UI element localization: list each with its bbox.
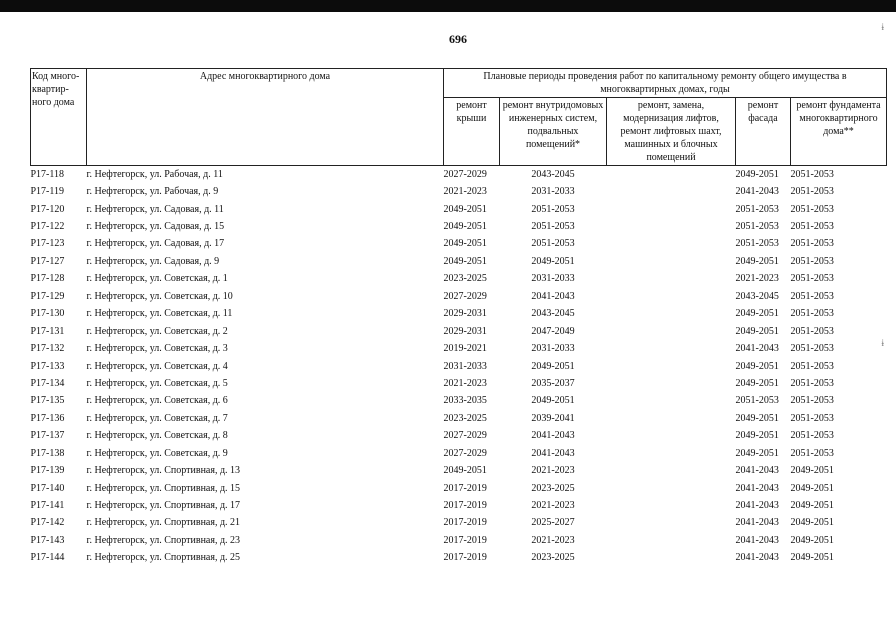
cell-engineering: 2049-2051 [531, 255, 575, 267]
header-lifts: ремонт, замена, модернизация лифтов, ремонт лифтовых шахт, машинных и блочных помещений [607, 98, 736, 166]
cell-facade: 2049-2051 [735, 447, 779, 459]
cell-code: P17-128 [30, 273, 65, 285]
repair-schedule-table [30, 68, 887, 567]
cell-facade: 2049-2051 [735, 308, 779, 320]
cell-roof: 2049-2051 [443, 465, 487, 477]
header-address: Адрес многоквартирного дома [87, 69, 444, 166]
cell-roof: 2017-2019 [443, 534, 487, 546]
cell-foundation: 2051-2053 [790, 447, 834, 459]
cell-roof: 2017-2019 [443, 500, 487, 512]
cell-roof: 2021-2023 [443, 186, 487, 198]
table-row [31, 497, 887, 514]
cell-foundation: 2051-2053 [790, 273, 834, 285]
table-row [31, 253, 887, 270]
cell-engineering: 2041-2043 [531, 430, 575, 442]
scan-top-border [0, 0, 896, 12]
cell-code: P17-132 [30, 343, 65, 355]
table-row [31, 480, 887, 497]
cell-code: P17-144 [30, 552, 65, 564]
table-body [31, 166, 887, 568]
cell-engineering: 2023-2025 [531, 552, 575, 564]
cell-code: P17-119 [30, 186, 65, 198]
cell-engineering: 2043-2045 [500, 166, 607, 184]
cell-code: P17-136 [30, 412, 65, 424]
cell-address: г. Нефтегорск, ул. Советская, д. 9 [86, 447, 228, 459]
cell-facade: 2043-2045 [735, 290, 779, 302]
cell-engineering: 2021-2023 [531, 534, 575, 546]
cell-roof: 2023-2025 [443, 273, 487, 285]
cell-code: P17-142 [30, 517, 65, 529]
cell-lifts [607, 393, 736, 410]
cell-roof: 2023-2025 [443, 412, 487, 424]
cell-code: P17-141 [30, 500, 65, 512]
cell-foundation: 2049-2051 [790, 465, 834, 477]
cell-address: г. Нефтегорск, ул. Спортивная, д. 25 [86, 552, 241, 564]
cell-code: P17-118 [31, 166, 87, 184]
cell-code: P17-131 [30, 325, 65, 337]
table-row [31, 236, 887, 253]
cell-lifts [607, 183, 736, 200]
cell-lifts [607, 306, 736, 323]
cell-engineering: 2031-2033 [531, 273, 575, 285]
cell-code: P17-135 [30, 395, 65, 407]
cell-facade: 2049-2051 [736, 166, 791, 184]
cell-foundation: 2051-2053 [790, 360, 834, 372]
cell-address: г. Нефтегорск, ул. Советская, д. 5 [86, 377, 228, 389]
cell-address: г. Нефтегорск, ул. Советская, д. 8 [86, 430, 228, 442]
header-periods-group: Плановые периоды проведения работ по капитальному ремонту общего имущества в многоквартирных домах, годы [444, 69, 887, 98]
cell-roof: 2027-2029 [443, 447, 487, 459]
table-row [31, 218, 887, 235]
table-row [31, 358, 887, 375]
cell-foundation: 2051-2053 [790, 377, 834, 389]
cell-foundation: 2049-2051 [790, 482, 834, 494]
cell-facade: 2041-2043 [735, 186, 779, 198]
cell-lifts [607, 340, 736, 357]
cell-lifts [607, 410, 736, 427]
cell-lifts [607, 550, 736, 567]
table-row [31, 166, 887, 184]
cell-foundation: 2049-2051 [790, 534, 834, 546]
cell-foundation: 2049-2051 [790, 552, 834, 564]
cell-facade: 2021-2023 [735, 273, 779, 285]
cell-foundation: 2051-2053 [790, 325, 834, 337]
cell-code: P17-139 [30, 465, 65, 477]
cell-address: г. Нефтегорск, ул. Спортивная, д. 23 [86, 534, 241, 546]
cell-code: P17-140 [30, 482, 65, 494]
table-row [31, 445, 887, 462]
cell-facade: 2051-2053 [735, 395, 779, 407]
cell-roof: 2017-2019 [443, 552, 487, 564]
cell-engineering: 2021-2023 [531, 465, 575, 477]
cell-roof: 2027-2029 [443, 430, 487, 442]
cell-facade: 2051-2053 [735, 238, 779, 250]
cell-engineering: 2051-2053 [531, 221, 575, 233]
cell-facade: 2041-2043 [735, 465, 779, 477]
cell-foundation: 2051-2053 [790, 395, 834, 407]
cell-address: г. Нефтегорск, ул. Садовая, д. 17 [86, 238, 225, 250]
cell-engineering: 2049-2051 [531, 395, 575, 407]
cell-facade: 2049-2051 [735, 412, 779, 424]
cell-roof: 2049-2051 [443, 221, 487, 233]
cell-roof: 2031-2033 [443, 360, 487, 372]
cell-lifts [607, 201, 736, 218]
cell-engineering: 2049-2051 [531, 360, 575, 372]
cell-address: г. Нефтегорск, ул. Садовая, д. 9 [86, 255, 220, 267]
cell-lifts [607, 462, 736, 479]
cell-facade: 2049-2051 [735, 430, 779, 442]
cell-address: г. Нефтегорск, ул. Спортивная, д. 13 [86, 465, 241, 477]
cell-facade: 2041-2043 [735, 534, 779, 546]
table-row [31, 323, 887, 340]
cell-foundation: 2051-2053 [790, 238, 834, 250]
cell-facade: 2049-2051 [735, 377, 779, 389]
table-row [31, 550, 887, 567]
table-row [31, 428, 887, 445]
cell-engineering: 2047-2049 [531, 325, 575, 337]
cell-foundation: 2049-2051 [790, 517, 834, 529]
cell-lifts [607, 271, 736, 288]
cell-address: г. Нефтегорск, ул. Спортивная, д. 21 [86, 517, 241, 529]
table-row [31, 306, 887, 323]
cell-engineering: 2031-2033 [531, 186, 575, 198]
cell-address: г. Нефтегорск, ул. Советская, д. 1 [86, 273, 228, 285]
cell-roof: 2049-2051 [443, 255, 487, 267]
table-row [31, 515, 887, 532]
cell-lifts [607, 218, 736, 235]
cell-address: г. Нефтегорск, ул. Рабочая, д. 11 [87, 166, 444, 184]
cell-facade: 2041-2043 [735, 482, 779, 494]
table-row [31, 183, 887, 200]
cell-foundation: 2049-2051 [790, 500, 834, 512]
cell-code: P17-120 [30, 203, 65, 215]
cell-roof: 2049-2051 [443, 238, 487, 250]
cell-address: г. Нефтегорск, ул. Советская, д. 4 [86, 360, 228, 372]
cell-engineering: 2041-2043 [531, 447, 575, 459]
cell-engineering: 2041-2043 [531, 290, 575, 302]
cell-engineering: 2039-2041 [531, 412, 575, 424]
cell-lifts [607, 288, 736, 305]
cell-code: P17-129 [30, 290, 65, 302]
header-facade: ремонт фасада [736, 98, 791, 166]
cell-engineering: 2023-2025 [531, 482, 575, 494]
page-number: 696 [449, 32, 467, 46]
cell-lifts [607, 358, 736, 375]
cell-roof: 2017-2019 [443, 517, 487, 529]
cell-roof: 2033-2035 [443, 395, 487, 407]
cell-engineering: 2035-2037 [531, 377, 575, 389]
cell-facade: 2051-2053 [735, 221, 779, 233]
cell-address: г. Нефтегорск, ул. Советская, д. 11 [86, 308, 233, 320]
cell-lifts [607, 445, 736, 462]
cell-address: г. Нефтегорск, ул. Спортивная, д. 15 [86, 482, 241, 494]
cell-roof: 2019-2021 [443, 343, 487, 355]
cell-roof: 2029-2031 [443, 308, 487, 320]
cell-engineering: 2025-2027 [531, 517, 575, 529]
cell-facade: 2049-2051 [735, 360, 779, 372]
cell-code: P17-143 [30, 534, 65, 546]
table-row [31, 462, 887, 479]
cell-facade: 2041-2043 [735, 500, 779, 512]
cell-lifts [607, 375, 736, 392]
cell-foundation: 2051-2053 [790, 308, 834, 320]
table-row [31, 393, 887, 410]
cell-lifts [607, 323, 736, 340]
cell-address: г. Нефтегорск, ул. Садовая, д. 11 [86, 203, 224, 215]
scan-speck-mark: ɨ [881, 22, 884, 32]
cell-facade: 2049-2051 [735, 325, 779, 337]
cell-engineering: 2043-2045 [531, 308, 575, 320]
cell-code: P17-134 [30, 377, 65, 389]
table-row [31, 201, 887, 218]
cell-lifts [607, 515, 736, 532]
table-row [31, 288, 887, 305]
cell-address: г. Нефтегорск, ул. Спортивная, д. 17 [86, 500, 241, 512]
cell-roof: 2029-2031 [443, 325, 487, 337]
cell-facade: 2051-2053 [735, 203, 779, 215]
cell-facade: 2041-2043 [735, 343, 779, 355]
cell-foundation: 2051-2053 [790, 186, 834, 198]
cell-engineering: 2021-2023 [531, 500, 575, 512]
cell-foundation: 2051-2053 [790, 290, 834, 302]
cell-foundation: 2051-2053 [791, 166, 887, 184]
cell-lifts [607, 236, 736, 253]
table-row [31, 410, 887, 427]
cell-code: P17-138 [30, 447, 65, 459]
cell-address: г. Нефтегорск, ул. Советская, д. 7 [86, 412, 228, 424]
header-code: Код много-квартир-ного дома [31, 69, 87, 166]
cell-foundation: 2051-2053 [790, 412, 834, 424]
cell-facade: 2041-2043 [735, 552, 779, 564]
cell-roof: 2027-2029 [444, 166, 500, 184]
table-row [31, 375, 887, 392]
cell-lifts [607, 428, 736, 445]
table-row [31, 271, 887, 288]
cell-address: г. Нефтегорск, ул. Советская, д. 2 [86, 325, 228, 337]
scan-speck-mark: ɨ [881, 338, 884, 348]
cell-address: г. Нефтегорск, ул. Садовая, д. 15 [86, 221, 225, 233]
header-foundation: ремонт фундамента многоквартирного дома** [791, 98, 887, 166]
cell-lifts [607, 497, 736, 514]
cell-foundation: 2051-2053 [790, 221, 834, 233]
cell-facade: 2041-2043 [735, 517, 779, 529]
cell-lifts [607, 480, 736, 497]
cell-roof: 2027-2029 [443, 290, 487, 302]
cell-code: P17-123 [30, 238, 65, 250]
cell-foundation: 2051-2053 [790, 203, 834, 215]
cell-roof: 2049-2051 [443, 203, 487, 215]
cell-lifts [607, 166, 736, 184]
cell-roof: 2017-2019 [443, 482, 487, 494]
cell-engineering: 2051-2053 [531, 203, 575, 215]
cell-code: P17-122 [30, 221, 65, 233]
table-row [31, 532, 887, 549]
cell-foundation: 2051-2053 [790, 343, 834, 355]
cell-address: г. Нефтегорск, ул. Советская, д. 10 [86, 290, 233, 302]
cell-address: г. Нефтегорск, ул. Советская, д. 3 [86, 343, 228, 355]
cell-code: P17-137 [30, 430, 65, 442]
table-row [31, 340, 887, 357]
cell-engineering: 2031-2033 [531, 343, 575, 355]
cell-foundation: 2051-2053 [790, 255, 834, 267]
cell-code: P17-130 [30, 308, 65, 320]
cell-address: г. Нефтегорск, ул. Рабочая, д. 9 [86, 186, 219, 198]
table-header [31, 69, 887, 166]
cell-facade: 2049-2051 [735, 255, 779, 267]
cell-code: P17-133 [30, 360, 65, 372]
header-engineering: ремонт внутридомовых инженерных систем, подвальных помещений* [500, 98, 607, 166]
cell-address: г. Нефтегорск, ул. Советская, д. 6 [86, 395, 228, 407]
cell-code: P17-127 [30, 255, 65, 267]
cell-foundation: 2051-2053 [790, 430, 834, 442]
cell-engineering: 2051-2053 [531, 238, 575, 250]
header-roof: ремонт крыши [444, 98, 500, 166]
cell-roof: 2021-2023 [443, 377, 487, 389]
cell-lifts [607, 253, 736, 270]
cell-lifts [607, 532, 736, 549]
